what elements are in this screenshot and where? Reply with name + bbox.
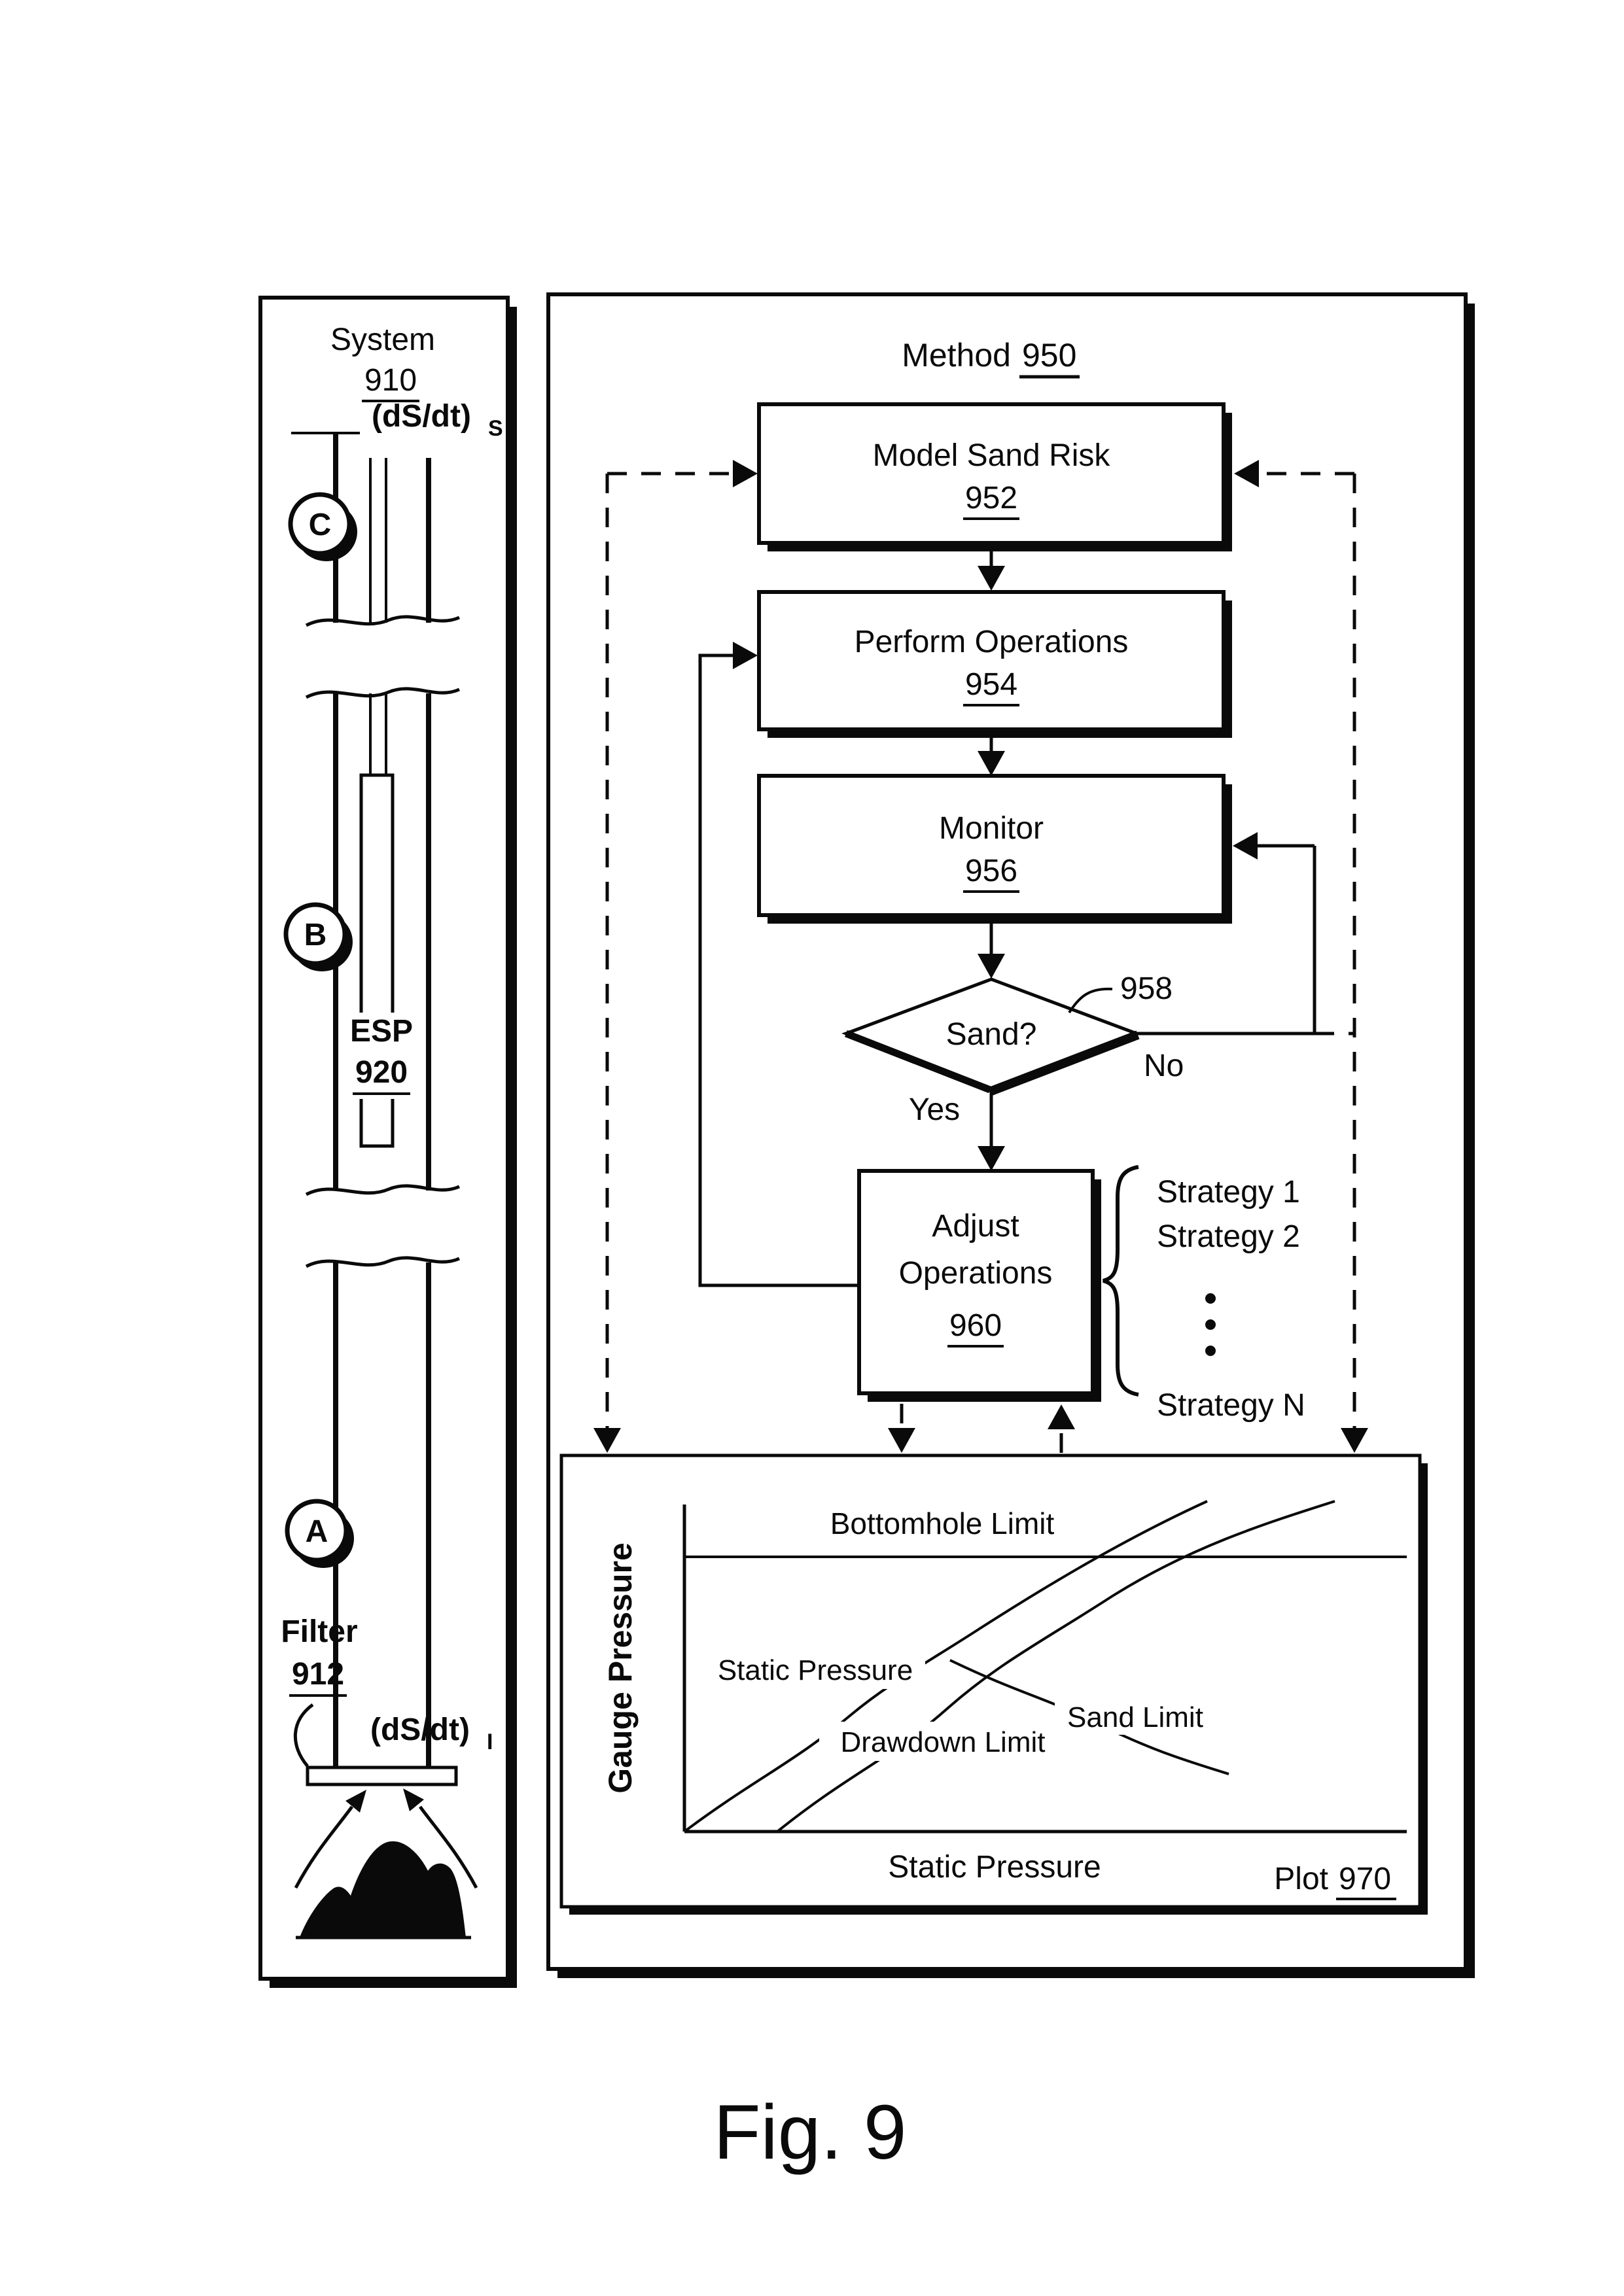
gauge-a-label: A: [305, 1514, 328, 1549]
perform-box-body: [759, 592, 1224, 729]
plot-970: [561, 1455, 1428, 1915]
decision-label: Sand?: [945, 1017, 1037, 1052]
strategy-item-1: Strategy 1: [1157, 1175, 1300, 1209]
model-box-body: [759, 404, 1224, 543]
adjust-box-ref: 960: [949, 1308, 1002, 1343]
surface-sensor-subscript: S: [488, 416, 503, 441]
gauge-b-label: B: [304, 918, 327, 952]
system-ref: 910: [364, 363, 417, 398]
surface-sensor-label: (dS/dt): [372, 399, 471, 434]
esp-ref: 920: [355, 1055, 408, 1090]
plot-x-axis-label: Static Pressure: [888, 1850, 1101, 1885]
plot-title: Plot: [1274, 1862, 1328, 1896]
model-box-ref: 952: [964, 481, 1018, 515]
drawdown-limit-line-label: Drawdown Limit: [840, 1726, 1046, 1758]
filter-bar: [308, 1767, 456, 1784]
system-panel: [260, 298, 517, 1988]
filter-ref: 912: [291, 1657, 345, 1692]
monitor-box-label: Monitor: [938, 811, 1044, 846]
method-title: Method: [902, 337, 1011, 374]
system-title: System: [330, 322, 436, 357]
monitor-box-ref: 956: [964, 854, 1018, 888]
plot-ref: 970: [1339, 1862, 1392, 1896]
yes-label: Yes: [908, 1092, 961, 1127]
esp-label: ESP: [349, 1014, 414, 1049]
model-box-label: Model Sand Risk: [872, 438, 1110, 473]
strategy-ellipsis-dot-1: [1205, 1293, 1216, 1304]
perform-operations-box: [759, 592, 1232, 738]
static-pressure-line-label: Static Pressure: [717, 1654, 913, 1686]
strategy-item-2: Strategy 2: [1157, 1219, 1300, 1254]
perform-box-ref: 954: [964, 667, 1018, 702]
intake-sensor-subscript: I: [487, 1730, 493, 1754]
monitor-box: [759, 776, 1232, 924]
gauge-c-label: C: [308, 508, 332, 542]
strategy-item-n: Strategy N: [1157, 1388, 1305, 1423]
strategy-ellipsis-dot-2: [1205, 1319, 1216, 1330]
bottomhole-limit-label: Bottomhole Limit: [830, 1506, 1055, 1540]
adjust-box-label-line1: Adjust: [932, 1209, 1019, 1244]
decision-ref: 958: [1120, 971, 1173, 1006]
method-panel: [548, 294, 1475, 1978]
figure-caption: Fig. 9: [713, 2089, 907, 2176]
filter-label: Filter: [281, 1614, 358, 1649]
model-sand-risk-box: [759, 404, 1232, 551]
intake-sensor-label: (dS/dt): [370, 1713, 470, 1747]
method-ref: 950: [1022, 337, 1077, 374]
strategy-ellipsis-dot-3: [1205, 1346, 1216, 1356]
perform-box-label: Perform Operations: [854, 625, 1129, 659]
plot-y-axis-label: Gauge Pressure: [602, 1542, 639, 1794]
adjust-operations-box: [859, 1171, 1101, 1402]
adjust-box-label-line2: Operations: [898, 1256, 1053, 1291]
sand-limit-line-label: Sand Limit: [1067, 1701, 1203, 1733]
no-label: No: [1144, 1049, 1184, 1083]
